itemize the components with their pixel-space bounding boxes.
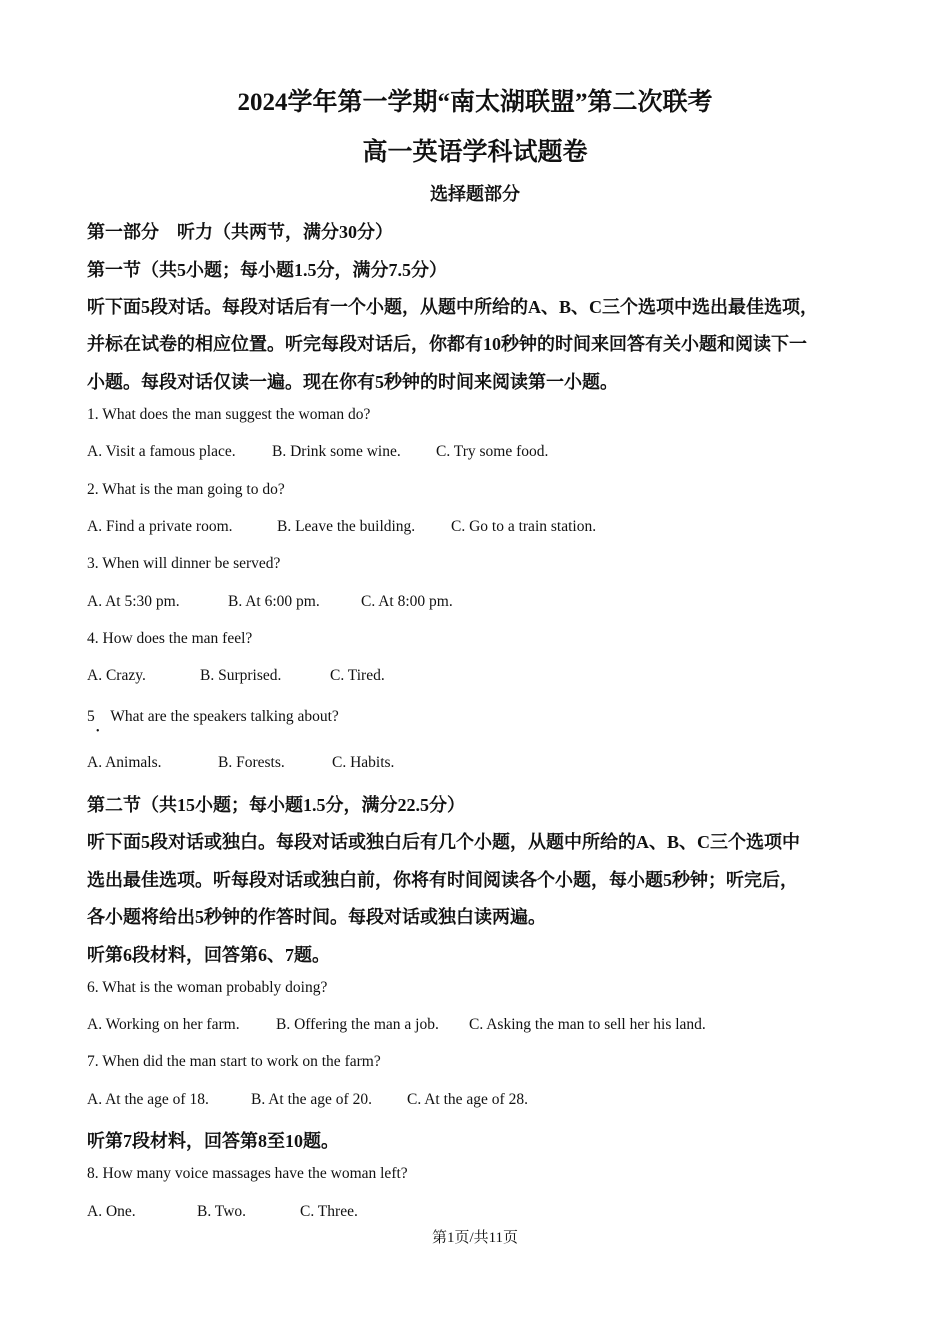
- option-7b: B. At the age of 20.: [251, 1091, 372, 1108]
- option-5c: C. Habits.: [332, 754, 395, 771]
- sec2-heading: 第二节（共15小题；每小题1.5分，满分22.5分）: [87, 795, 465, 815]
- exam-subtitle: 高一英语学科试题卷: [362, 139, 588, 166]
- option-2b: B. Leave the building.: [277, 518, 416, 535]
- stray-dot-mark: •: [96, 726, 100, 737]
- option-5a: A. Animals.: [87, 754, 162, 771]
- option-5b: B. Forests.: [218, 754, 285, 771]
- options-7: [87, 1091, 528, 1109]
- option-3b: B. At 6:00 pm.: [228, 593, 320, 610]
- option-4a: A. Crazy.: [87, 667, 146, 684]
- option-2a: A. Find a private room.: [87, 518, 233, 535]
- question-3: 3. When will dinner be served?: [87, 555, 281, 572]
- exam-title: 2024学年第一学期“南太湖联盟”第二次联考: [237, 89, 713, 116]
- question-8: 8. How many voice massages have the woman left?: [87, 1165, 408, 1182]
- option-6b: B. Offering the man a job.: [276, 1016, 439, 1033]
- option-1c: C. Try some food.: [436, 443, 549, 460]
- sec1-instruction-line3: 小题。每段对话仅读一遍。现在你有5秒钟的时间来阅读第一小题。: [87, 372, 618, 392]
- sec1-instruction-line1: 听下面5段对话。每段对话后有一个小题，从题中所给的A、B、C三个选项中选出最佳选项，: [87, 297, 818, 317]
- options-8: [87, 1203, 358, 1221]
- option-8a: A. One.: [87, 1203, 136, 1220]
- material-6-heading: 听第6段材料，回答第6、7题。: [87, 945, 330, 965]
- option-8b: B. Two.: [197, 1203, 247, 1220]
- option-7c: C. At the age of 28.: [407, 1091, 528, 1108]
- section-label: 选择题部分: [430, 184, 520, 204]
- question-1: 1. What does the man suggest the woman do?: [87, 406, 371, 423]
- sec1-heading: 第一节（共5小题；每小题1.5分，满分7.5分）: [87, 260, 447, 280]
- options-3: [87, 593, 453, 611]
- sec2-instruction-line1: 听下面5段对话或独白。每段对话或独白后有几个小题，从题中所给的A、B、C三个选项中: [87, 832, 800, 852]
- question-7: 7. When did the man start to work on the farm?: [87, 1053, 381, 1070]
- question-2: 2. What is the man going to do?: [87, 481, 285, 498]
- option-3a: A. At 5:30 pm.: [87, 593, 180, 610]
- option-6c: C. Asking the man to sell her his land.: [469, 1016, 706, 1033]
- question-5: 5 What are the speakers talking about?: [87, 708, 339, 725]
- option-6a: A. Working on her farm.: [87, 1016, 240, 1033]
- options-2: [87, 518, 596, 536]
- material-7-heading: 听第7段材料，回答第8至10题。: [87, 1131, 339, 1151]
- option-4c: C. Tired.: [330, 667, 385, 684]
- options-1: [87, 443, 548, 461]
- option-4b: B. Surprised.: [200, 667, 282, 684]
- question-6: 6. What is the woman probably doing?: [87, 979, 328, 996]
- options-6: [87, 1016, 706, 1034]
- part1-heading: 第一部分 听力（共两节，满分30分）: [87, 222, 393, 242]
- page-number-footer: 第1页/共11页: [431, 1230, 519, 1246]
- option-1a: A. Visit a famous place.: [87, 443, 236, 460]
- options-5: [87, 754, 394, 772]
- option-8c: C. Three.: [300, 1203, 358, 1220]
- sec2-instruction-line3: 各小题将给出5秒钟的作答时间。每段对话或独白读两遍。: [87, 907, 546, 927]
- option-7a: A. At the age of 18.: [87, 1091, 209, 1108]
- sec1-instruction-line2: 并标在试卷的相应位置。听完每段对话后，你都有10秒钟的时间来回答有关小题和阅读下一: [87, 334, 807, 354]
- sec2-instruction-line2: 选出最佳选项。听每段对话或独白前，你将有时间阅读各个小题，每小题5秒钟；听完后，: [87, 870, 798, 890]
- option-3c: C. At 8:00 pm.: [361, 593, 453, 610]
- option-1b: B. Drink some wine.: [272, 443, 401, 460]
- options-4: [87, 667, 385, 685]
- question-4: 4. How does the man feel?: [87, 630, 253, 647]
- option-2c: C. Go to a train station.: [451, 518, 597, 535]
